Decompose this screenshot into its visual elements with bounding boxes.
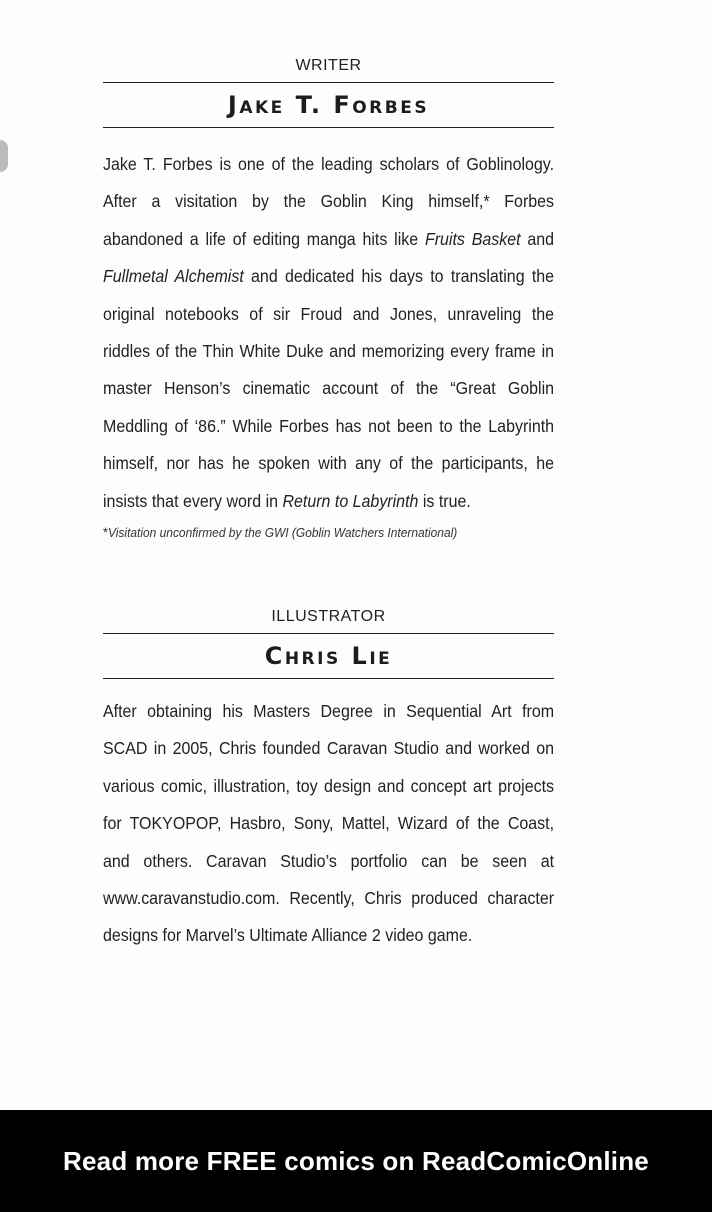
writer-bio-text-3: and dedicated his days to translating the original notebooks of sir Froud and Jones, unraveling the riddles of the Thin White Duke and memorizing every frame in master Henson’s cinematic account of the “Great Goblin Meddling of ‘86.” While Forbes has not been to the Labyrinth himself, nor has he spoken with any of the participants, he insists that every word in	[103, 266, 555, 511]
writer-bio	[103, 146, 554, 520]
writer-bio-text-1: Jake T. Forbes is one of the leading scholars of Goblinology. After a visitation by the Goblin King himself,* Forbes abandoned a life of editing manga hits like	[103, 154, 555, 249]
promo-banner[interactable]	[0, 1110, 712, 1212]
writer-bio-title-fullmetal-alchemist: Fullmetal Alchemist	[103, 266, 244, 287]
writer-bio-text-4: is true.	[418, 490, 471, 511]
footnote-text: Visitation unconfirmed by the GWI (Goblin Watchers International)	[108, 525, 458, 541]
illustrator-section	[103, 607, 554, 955]
writer-bio-text-2: and	[520, 228, 555, 249]
writer-bio-title-fruits-basket: Fruits Basket	[424, 228, 521, 249]
writer-bio-title-return-to-labyrinth: Return to Labyrinth	[282, 490, 419, 511]
writer-bottom-rule	[103, 127, 554, 128]
illustrator-role-label: ILLUSTRATOR	[271, 608, 386, 625]
writer-name: Jake T. Forbes	[227, 91, 430, 119]
footnote-asterisk: *	[103, 524, 109, 541]
illustrator-bio: After obtaining his Masters Degree in Sequential Art from SCAD in 2005, Chris founded Caravan Studio and worked on various comic, illustration, toy design and concept art projects for TOKYOPOP, Hasbro, Sony, Mattel, Wizard of the Coast, and others. Caravan Studio’s portfolio can be seen at www.caravanstudio.com. Recently, Chris produced character designs for Marvel’s Ultimate Alliance 2 video game.	[103, 701, 555, 946]
scan-mark	[0, 140, 8, 172]
illustrator-bottom-rule	[103, 678, 554, 679]
writer-footnote	[103, 524, 554, 540]
illustrator-name: Chris Lie	[264, 642, 393, 670]
writer-role-label: WRITER	[295, 57, 362, 74]
writer-section	[103, 56, 554, 540]
promo-banner-text[interactable]: Read more FREE comics on ReadComicOnline	[63, 1145, 649, 1176]
